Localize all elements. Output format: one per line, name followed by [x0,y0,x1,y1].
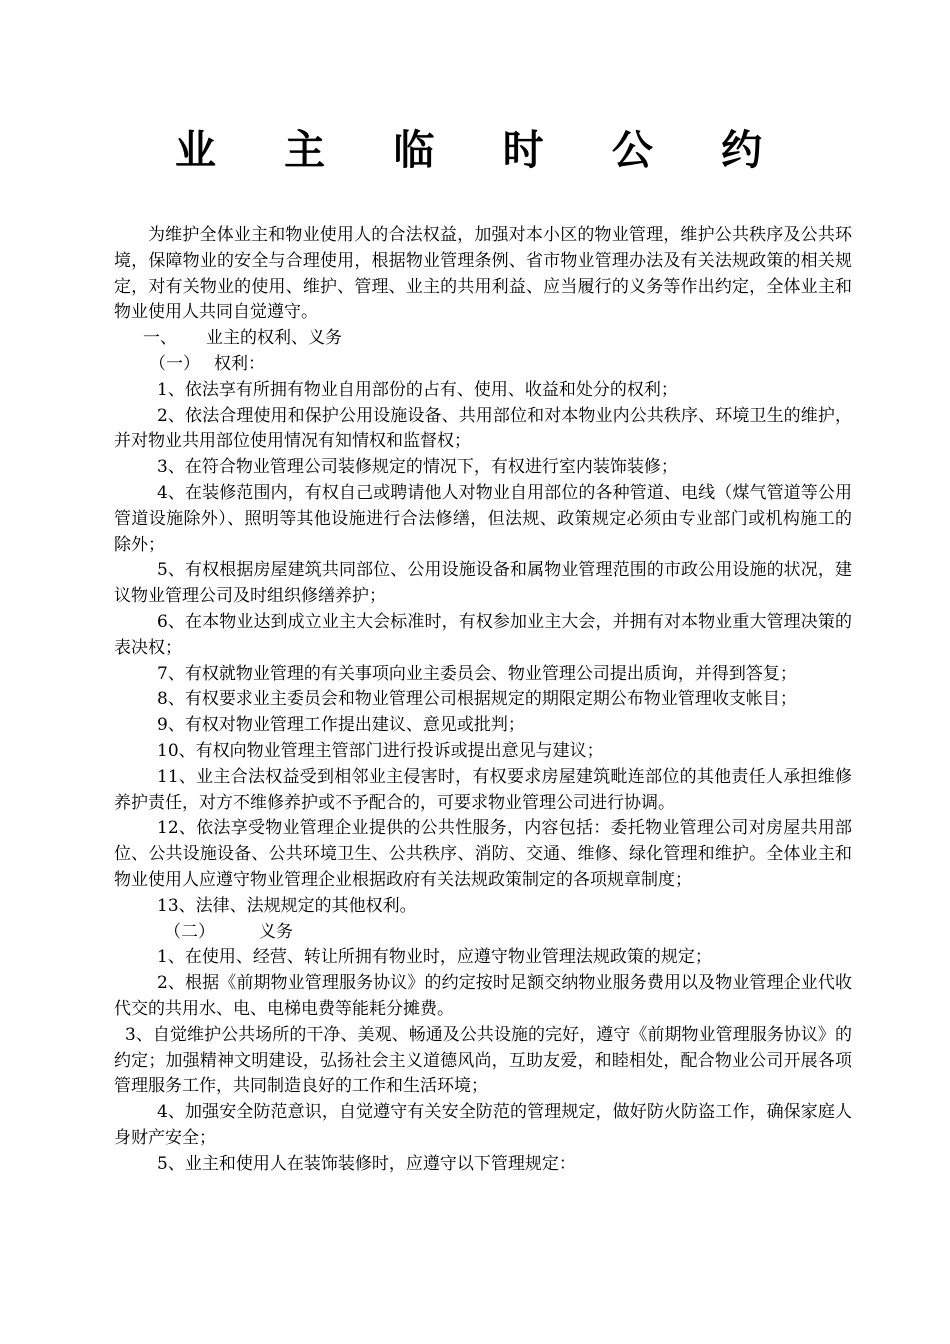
document-body [114,223,852,1177]
subsection-heading-rights [114,352,852,378]
subsection-title: 权利： [214,353,265,374]
document-title: 业 主 临 时 公 约 [174,126,790,174]
rights-item: 7、有权就物业管理的有关事项向业主委员会、物业管理公司提出质询，并得到答复； [157,663,797,684]
subsection-heading-duties [114,920,852,946]
section-heading [114,326,852,352]
subsection-number: （二） [164,921,215,942]
rights-item: 4、在装修范围内，有权自己或聘请他人对物业自用部位的各种管道、电线（煤气管道等公用管道设施除外）、照明等其他设施进行合法修缮，但法规、政策规定必须由专业部门或机构施工的除外； [114,482,852,555]
subsection-number: （一） [149,353,200,374]
subsection-title: 义务 [259,921,293,942]
rights-item: 8、有权要求业主委员会和物业管理公司根据规定的期限定期公布物业管理收支帐目； [157,689,797,710]
rights-item: 11、业主合法权益受到相邻业主侵害时，有权要求房屋建筑毗连部位的其他责任人承担维修养护责任，对方不维修养护或不予配合的，可要求物业管理公司进行协调。 [114,766,852,813]
section-title: 业主的权利、义务 [206,328,342,349]
rights-item: 9、有权对物业管理工作提出建议、意见或批判； [157,715,525,736]
duties-item: 4、加强安全防范意识，自觉遵守有关安全防范的管理规定，做好防火防盗工作，确保家庭人身财产安全； [114,1102,852,1148]
duties-item: 1、在使用、经营、转让所拥有物业时，应遵守物业管理法规政策的规定； [157,947,712,968]
rights-item: 5、有权根据房屋建筑共同部位、公用设施设备和属物业管理范围的市政公用设施的状况，建议物业管理公司及时组织修缮养护； [114,560,852,607]
duties-item: 3、自觉维护公共场所的干净、美观、畅通及公共设施的完好，遵守《前期物业管理服务协议》的约定；加强精神文明建设，弘扬社会主义道德风尚，互助友爱，和睦相处，配合物业公司开展各项管理服务工作，共同制造良好的工作和生活环境； [114,1024,852,1097]
rights-item: 12、依法享受物业管理企业提供的公共性服务，内容包括：委托物业管理公司对房屋共用部位、公共设施设备、公共环境卫生、公共秩序、消防、交通、维修、绿化管理和维护。全体业主和物业使用人应遵守物业管理企业根据政府有关法规政策制定的各项规章制度； [114,818,852,890]
rights-item: 10、有权向物业管理主管部门进行投诉或提出意见与建议； [157,740,604,761]
section-number: 一、 [143,328,177,349]
rights-item: 13、法律、法规规定的其他权利。 [157,895,417,916]
rights-item: 2、依法合理使用和保护公用设施设备、共用部位和对本物业内公共秩序、环境卫生的维护，并对物业共用部位使用情况有知情权和监督权； [114,405,852,452]
duties-item: 2、根据《前期物业管理服务协议》的约定按时足额交纳物业服务费用以及物业管理企业代收代交的共用水、电、电梯电费等能耗分摊费。 [114,973,852,1019]
rights-item: 6、在本物业达到成立业主大会标准时，有权参加业主大会，并拥有对本物业重大管理决策的表决权； [114,611,852,658]
intro-paragraph: 为维护全体业主和物业使用人的合法权益，加强对本小区的物业管理，维护公共秩序及公共环境，保障物业的安全与合理使用，根据物业管理条例、省市物业管理办法及有关法规政策的相关规定，对有关物业的使用、维护、管理、业主的共用利益、应当履行的义务等作出约定，全体业主和物业使用人共同自觉遵守。 [114,225,852,323]
rights-item: 1、依法享有所拥有物业自用部份的占有、使用、收益和处分的权利； [157,379,678,400]
rights-item: 3、在符合物业管理公司装修规定的情况下，有权进行室内装饰装修； [157,457,678,478]
duties-item: 5、业主和使用人在装饰装修时，应遵守以下管理规定： [157,1153,576,1174]
